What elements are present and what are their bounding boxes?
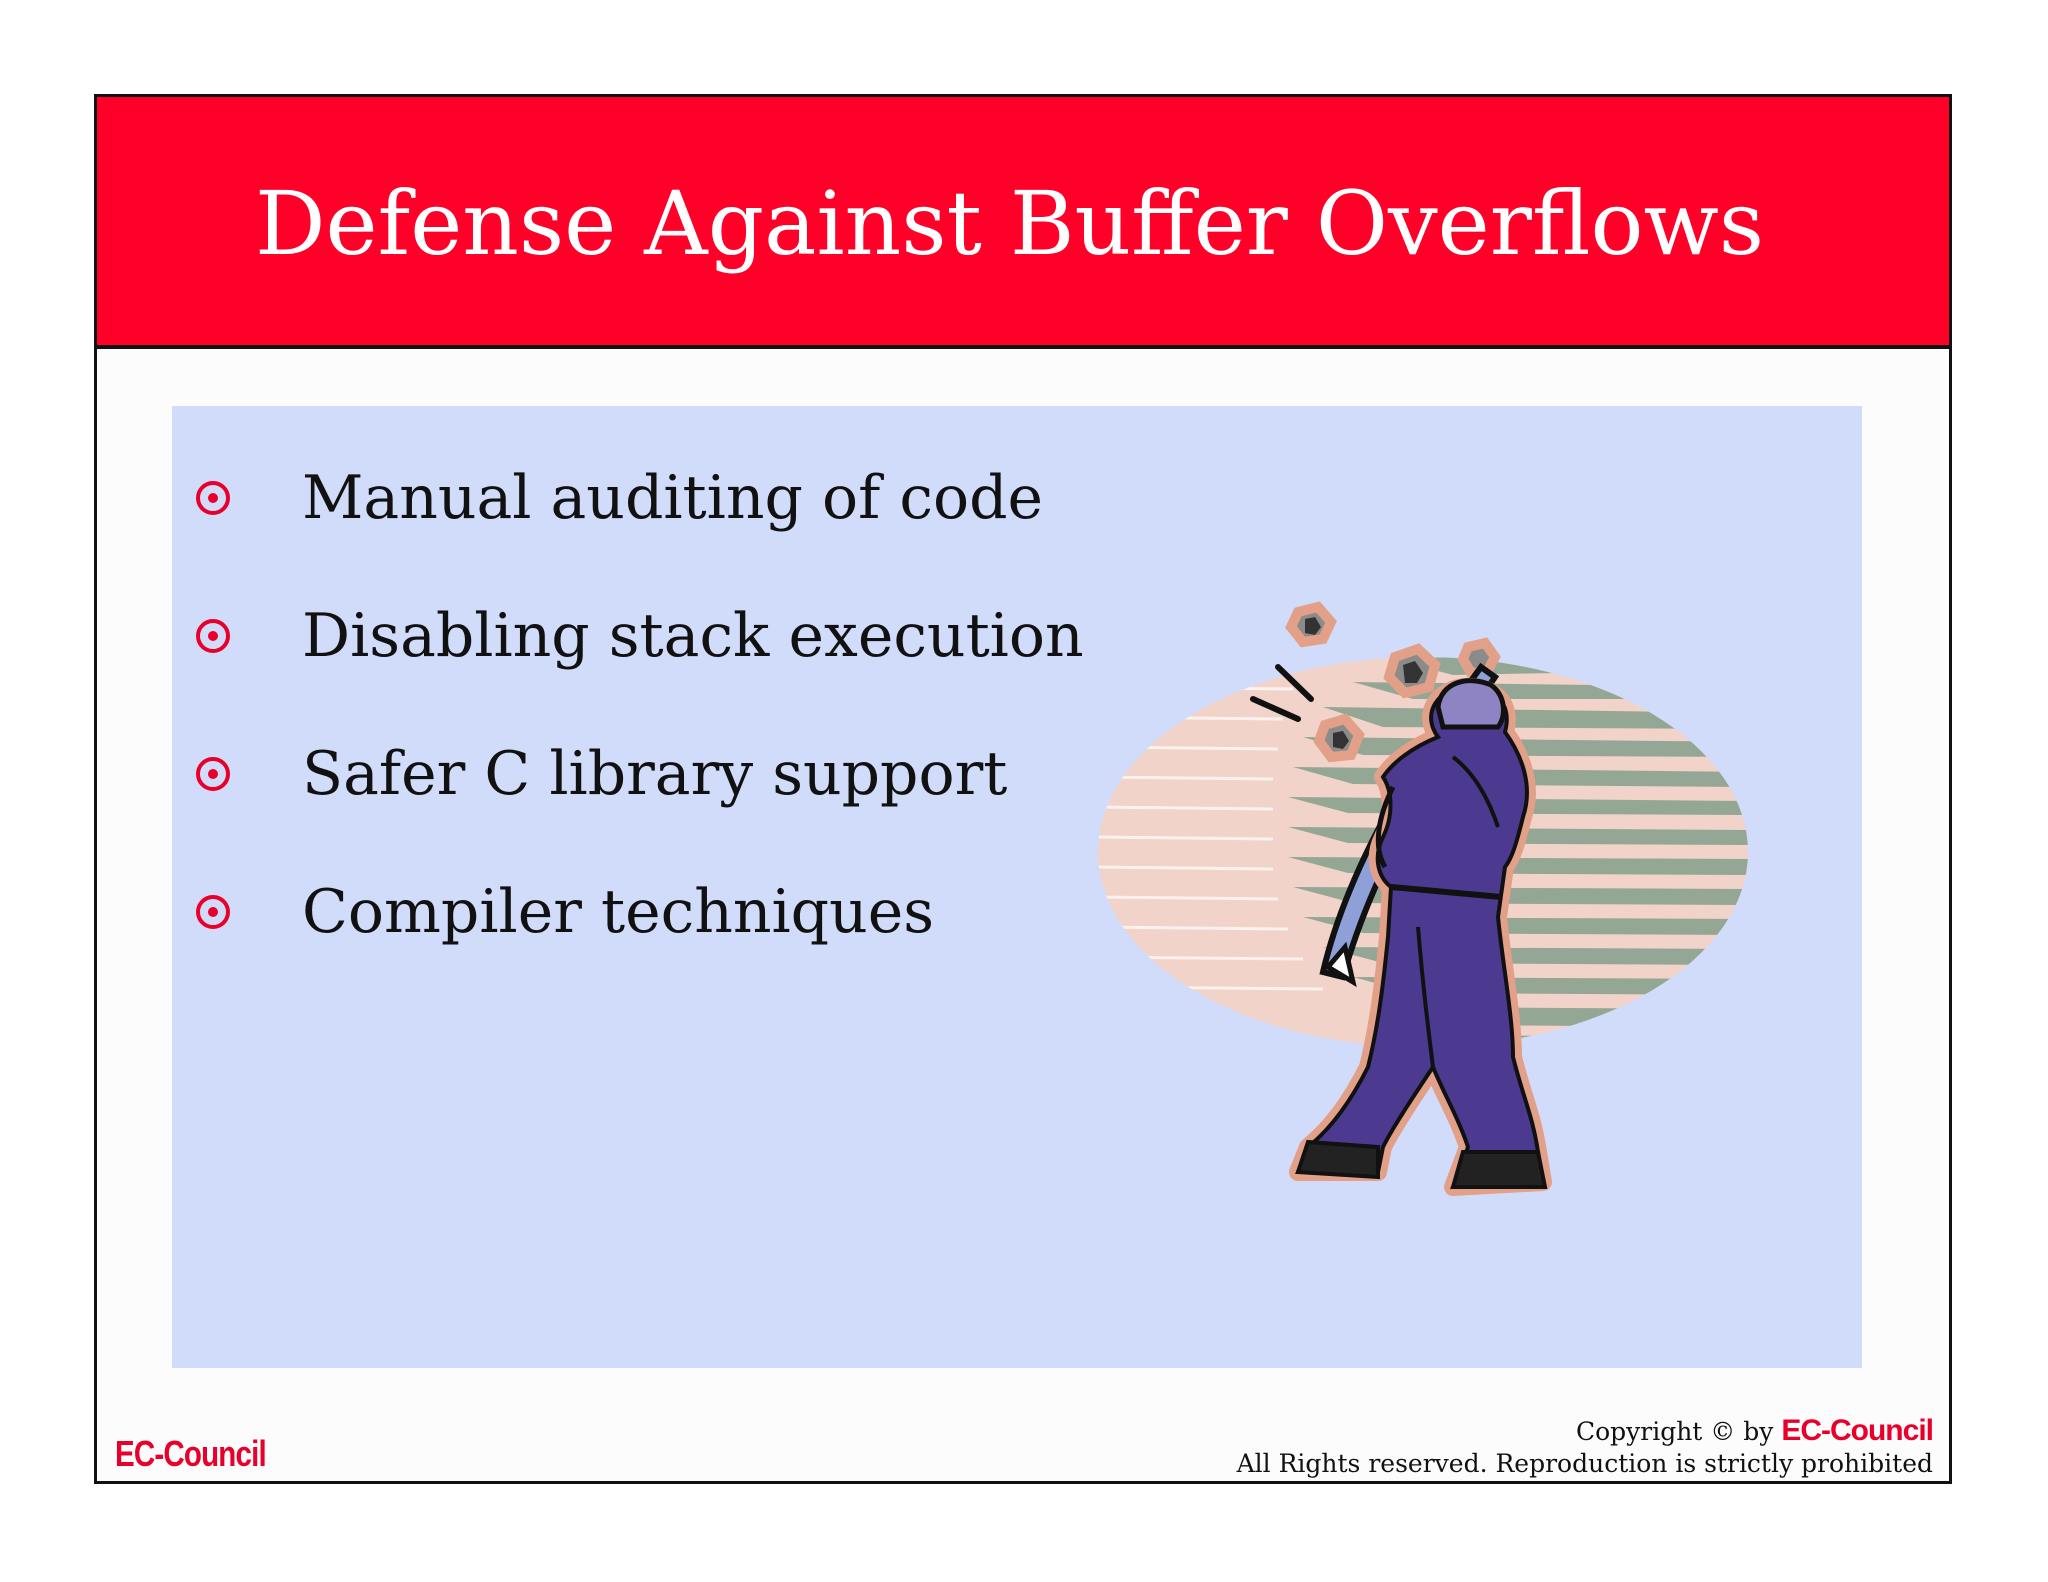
copyright-prefix: Copyright © by xyxy=(1575,1417,1774,1446)
bullet-target-icon xyxy=(196,619,230,653)
miner-with-pickaxe-icon xyxy=(1093,587,1753,1247)
bullet-text: Safer C library support xyxy=(302,739,1008,809)
slide-title: Defense Against Buffer Overflows xyxy=(255,172,1764,275)
bullet-target-icon xyxy=(196,481,230,515)
bullet-target-icon xyxy=(196,757,230,791)
rights-text: All Rights reserved. Reproduction is strictly prohibited xyxy=(1236,1449,1933,1478)
copyright-brand: EC-Council xyxy=(1781,1414,1933,1447)
slide-header xyxy=(97,97,1949,349)
copyright-notice xyxy=(1237,1415,1933,1480)
slide xyxy=(94,94,1952,1484)
bullet-text: Manual auditing of code xyxy=(302,463,1044,533)
bullet-text: Disabling stack execution xyxy=(302,601,1084,671)
bullet-target-icon xyxy=(196,895,230,929)
bullet-text: Compiler techniques xyxy=(302,877,935,947)
copyright-line xyxy=(1237,1415,1933,1448)
ec-council-logo: EC-Council xyxy=(115,1433,266,1474)
